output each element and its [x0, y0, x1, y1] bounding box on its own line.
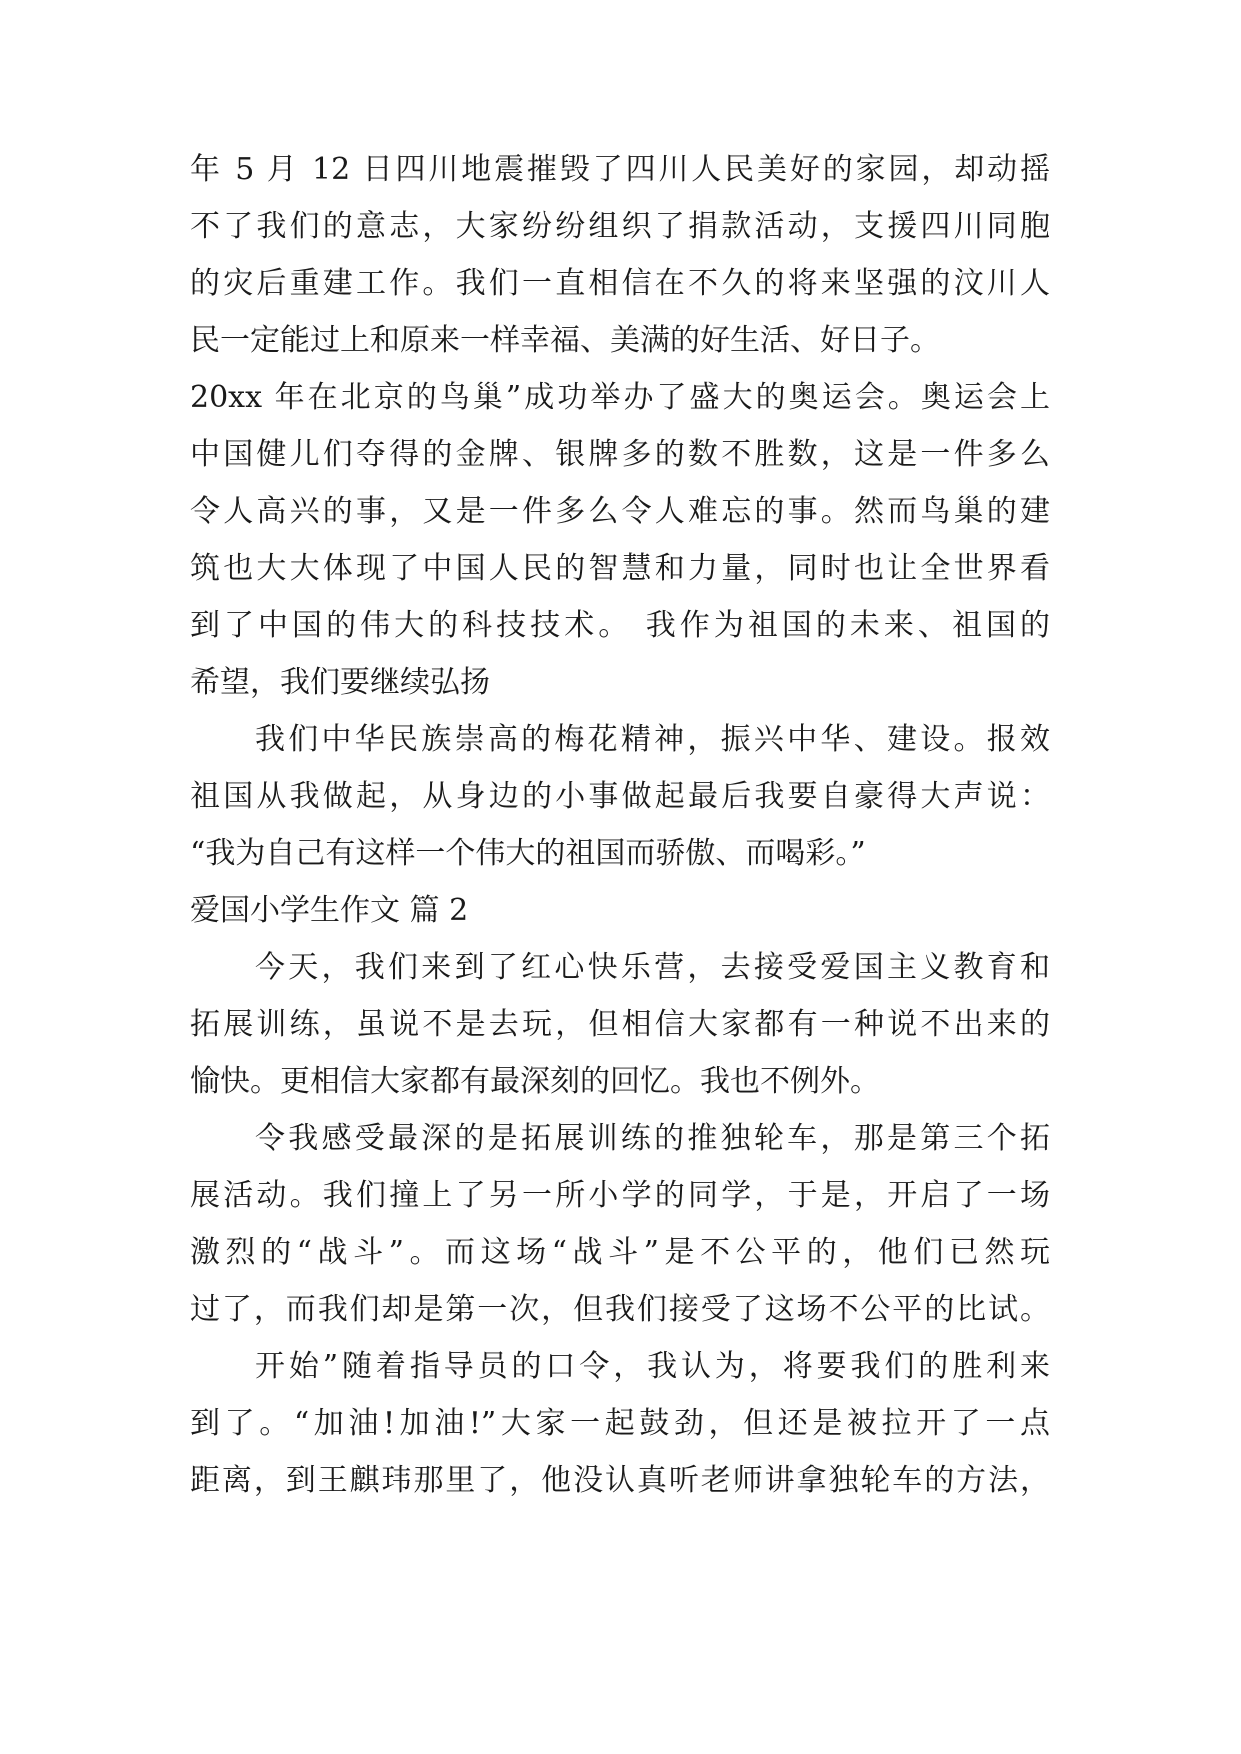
- text-line: 到了中国的伟大的科技技术。 我作为祖国的未来、祖国的: [190, 608, 1050, 643]
- text-line: 筑也大大体现了中国人民的智慧和力量，同时也让全世界看: [190, 551, 1050, 586]
- text-line: 拓展训练，虽说不是去玩，但相信大家都有一种说不出来的: [190, 1007, 1050, 1042]
- text-line: 令人高兴的事，又是一件多么令人难忘的事。然而鸟巢的建: [190, 494, 1050, 529]
- text-line: 的灾后重建工作。我们一直相信在不久的将来坚强的汶川人: [190, 266, 1050, 301]
- text-line: 过了，而我们却是第一次，但我们接受了这场不公平的比试。: [190, 1292, 1050, 1327]
- section-heading: 爱国小学生作文 篇 2: [190, 893, 469, 928]
- text-line: “我为自己有这样一个伟大的祖国而骄傲、而喝彩。”: [190, 836, 866, 871]
- text-line: 中国健儿们夺得的金牌、银牌多的数不胜数，这是一件多么: [190, 437, 1050, 472]
- text-line: 今天，我们来到了红心快乐营，去接受爱国主义教育和: [255, 950, 1050, 985]
- text-line: 年 5 月 12 日四川地震摧毁了四川人民美好的家园，却动摇: [190, 152, 1050, 187]
- text-line: 愉快。更相信大家都有最深刻的回忆。我也不例外。: [190, 1064, 880, 1099]
- text-line: 祖国从我做起，从身边的小事做起最后我要自豪得大声说：: [190, 779, 1050, 814]
- text-line: 我们中华民族崇高的梅花精神，振兴中华、建设。报效: [255, 722, 1050, 757]
- text-line: 令我感受最深的是拓展训练的推独轮车，那是第三个拓: [255, 1121, 1050, 1156]
- text-line: 20xx 年在北京的鸟巢”成功举办了盛大的奥运会。奥运会上: [190, 380, 1050, 415]
- text-line: 民一定能过上和原来一样幸福、美满的好生活、好日子。: [190, 323, 940, 358]
- text-line: 希望，我们要继续弘扬: [190, 665, 490, 700]
- text-line: 激烈的“战斗”。而这场“战斗”是不公平的，他们已然玩: [190, 1235, 1050, 1270]
- text-line: 距离，到王麒玮那里了，他没认真听老师讲拿独轮车的方法，: [190, 1463, 1050, 1498]
- text-line: 不了我们的意志，大家纷纷组织了捐款活动，支援四川同胞: [190, 209, 1050, 244]
- text-line: 到了。“加油!加油!”大家一起鼓劲，但还是被拉开了一点: [190, 1406, 1050, 1441]
- text-line: 开始”随着指导员的口令，我认为，将要我们的胜利来: [255, 1349, 1050, 1384]
- text-line: 展活动。我们撞上了另一所小学的同学，于是，开启了一场: [190, 1178, 1050, 1213]
